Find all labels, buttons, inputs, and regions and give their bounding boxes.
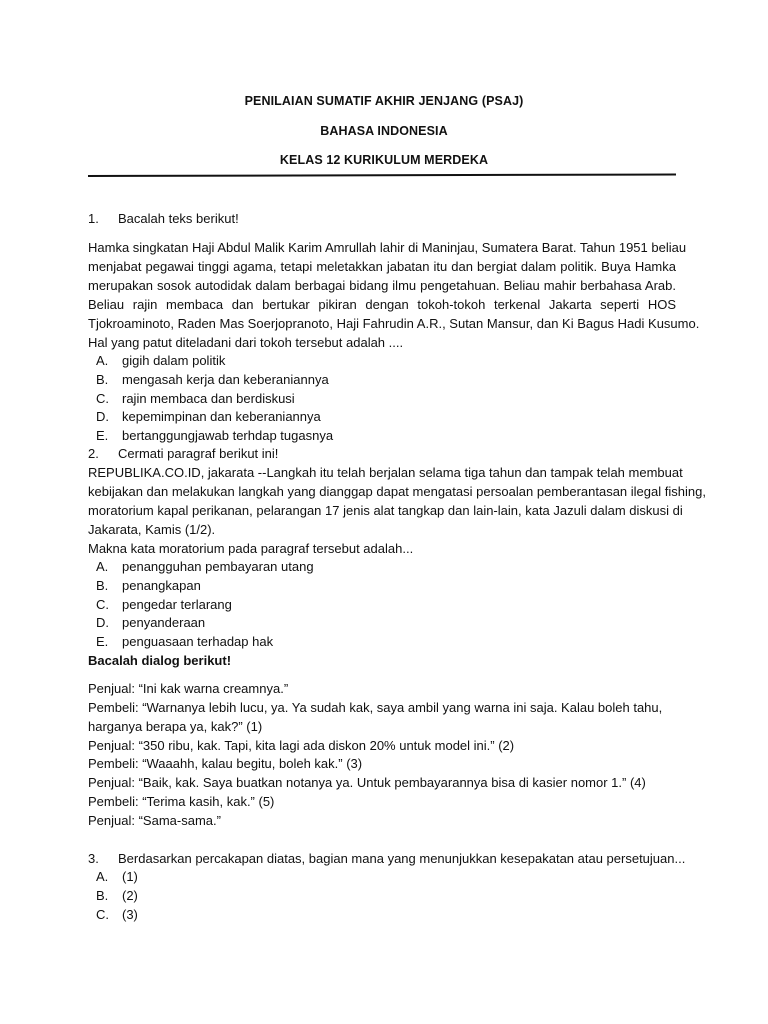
q1-passage-line: merupakan sosok autodidak dalam berbagai bidang ilmu pengetahuan. Beliau mahir berbahasa Arab. (88, 278, 676, 293)
q1-passage-line: Hamka singkatan Haji Abdul Malik Karim Amrullah lahir di Maninjau, Sumatera Barat. Tahun 1951 beliau (88, 240, 687, 255)
q1-passage-line: menjabat pegawai tinggi agama, tetapi meletakkan jabatan itu dan bergiat dalam politik. Buya Hamka (88, 259, 676, 274)
q1-option-b: B. mengasah kerja dan keberaniannya (96, 372, 329, 387)
question-2-text: Makna kata moratorium pada paragraf tersebut adalah... (88, 541, 414, 556)
question-1-prompt: 1. Bacalah teks berikut! (88, 211, 239, 226)
q2-option-e: E. penguasaan terhadap hak (96, 634, 274, 649)
exam-title: PENILAIAN SUMATIF AKHIR JENJANG (PSAJ) (244, 94, 524, 108)
dialog-line: Penjual: “Sama-sama.” (88, 813, 221, 828)
q2-option-d: D. penyanderaan (96, 615, 206, 630)
header-divider (88, 173, 676, 177)
q3-option-a: A. (1) (96, 869, 138, 884)
q2-option-b: B. penangkapan (96, 578, 201, 593)
q2-passage-line: moratorium kapal perikanan, pelarangan 17 jenis alat tangkap dan lain-lain, kata Jazuli dalam diskusi di (88, 503, 683, 518)
q3-option-b: B. (2) (96, 888, 138, 903)
q3-option-c: C. (3) (96, 907, 138, 922)
dialog-line: Pembeli: “Terima kasih, kak.” (5) (88, 794, 275, 809)
dialog-line: Pembeli: “Waaahh, kalau begitu, boleh kak.” (3) (88, 756, 363, 771)
dialog-line: Penjual: “Ini kak warna creamnya.” (88, 681, 289, 696)
q2-passage-line: kebijakan dan melakukan langkah yang dianggap dapat mengatasi persoalan pemberantasan ilegal fishing, (88, 484, 706, 499)
q1-option-a: A. gigih dalam politik (96, 353, 226, 368)
class-title: KELAS 12 KURIKULUM MERDEKA (279, 153, 489, 167)
q1-option-e: E. bertanggungjawab terhdap tugasnya (96, 428, 334, 443)
dialog-line: Pembeli: “Warnanya lebih lucu, ya. Ya sudah kak, saya ambil yang warna ini saja. Kalau boleh tahu, (88, 700, 663, 715)
dialog-heading: Bacalah dialog berikut! (88, 653, 232, 668)
question-2-prompt: 2. Cermati paragraf berikut ini! (88, 446, 279, 461)
q2-passage-line: Jakarata, Kamis (1/2). (88, 522, 216, 537)
dialog-line: Penjual: “350 ribu, kak. Tapi, kita lagi ada diskon 20% untuk model ini.” (2) (88, 738, 515, 753)
q2-option-a: A. penangguhan pembayaran utang (96, 559, 314, 574)
q1-passage-line: Tjokroaminoto, Raden Mas Soerjopranoto, Haji Fahrudin A.R., Sutan Mansur, dan Ki Bagus Hadi Kusumo. (88, 316, 700, 331)
question-2-number: 2. (88, 446, 99, 461)
question-1-text: Hal yang patut diteladani dari tokoh tersebut adalah .... (88, 335, 404, 350)
q2-option-c: C. pengedar terlarang (96, 597, 232, 612)
question-1-number: 1. (88, 211, 99, 226)
question-3-prompt: 3. Berdasarkan percakapan diatas, bagian mana yang menunjukkan kesepakatan atau persetujuan... (88, 851, 686, 866)
q1-option-c: C. rajin membaca dan berdiskusi (96, 391, 295, 406)
subject-title: BAHASA INDONESIA (320, 124, 448, 138)
q1-passage-line: Beliau rajin membaca dan bertukar pikiran dengan tokoh-tokoh terkenal Jakarta seperti HOS (88, 297, 676, 312)
question-3-number: 3. (88, 851, 99, 866)
q2-passage-line: REPUBLIKA.CO.ID, jakarata --Langkah itu telah berjalan selama tiga tahun dan tampak telah membuat (88, 465, 683, 480)
dialog-line: Penjual: “Baik, kak. Saya buatkan notanya ya. Untuk pembayarannya bisa di kasier nomor 1.” (4) (88, 775, 646, 790)
q1-option-d: D. kepemimpinan dan keberaniannya (96, 409, 321, 424)
dialog-line: harganya berapa ya, kak?” (1) (88, 719, 263, 734)
